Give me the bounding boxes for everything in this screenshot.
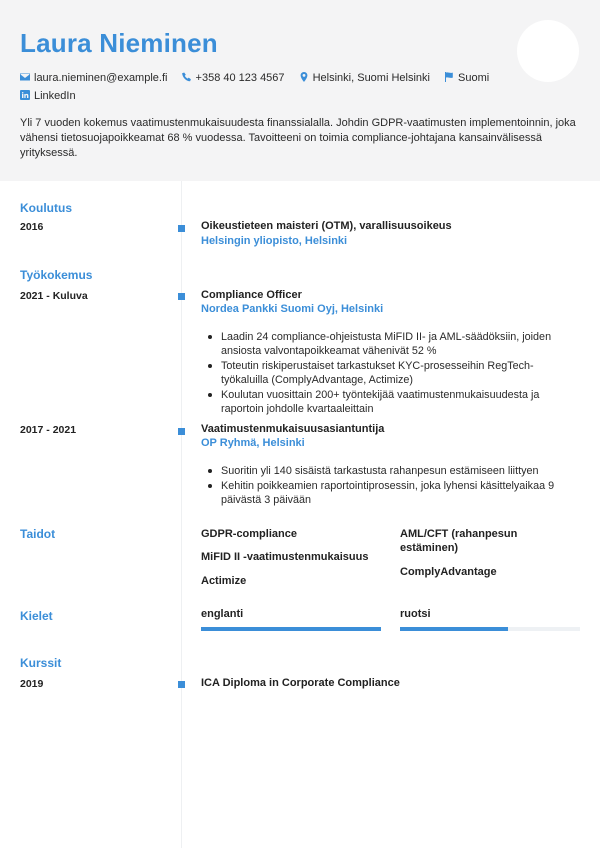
job-employer: Nordea Pankki Suomi Oyj, Helsinki [201, 303, 384, 315]
section-title-skills: Taidot [20, 527, 56, 541]
contact-nationality [444, 69, 489, 87]
course-date: 2019 [20, 678, 44, 690]
contact-info [20, 69, 520, 105]
list-item: Toteutin riskiperustaiset tarkastukset KYC-prosesseihin RegTech-työkaluilla (ComplyAdvantage, Actimize) [201, 359, 581, 387]
job-title: Vaatimustenmukaisuusasiantuntija [201, 423, 385, 435]
section-title-languages: Kielet [20, 609, 53, 623]
timeline-marker [178, 225, 185, 232]
map-pin-icon [299, 72, 309, 82]
timeline-marker [178, 681, 185, 688]
phone-icon [182, 72, 192, 82]
linkedin-icon [20, 90, 30, 100]
job-title: Compliance Officer [201, 289, 302, 301]
education-school: Helsingin yliopisto, Helsinki [201, 235, 348, 247]
language-level-fill [201, 627, 381, 631]
skill-item: AML/CFT (rahanpesun estäminen) [400, 528, 518, 554]
section-title-courses: Kurssit [20, 656, 62, 670]
job-employer: OP Ryhmä, Helsinki [201, 437, 305, 449]
course-title: ICA Diploma in Corporate Compliance [201, 677, 400, 689]
phone-text: +358 40 123 4567 [195, 72, 285, 84]
skill-item: Actimize [201, 575, 247, 587]
contact-phone[interactable] [182, 69, 285, 87]
envelope-icon [20, 72, 30, 82]
candidate-name: Laura Nieminen [20, 28, 218, 58]
list-item: Kehitin poikkeamien raportointiprosessin, joka lyhensi käsittelyaikaa 9 päivästä 3 päivään [201, 479, 581, 507]
timeline-marker [178, 428, 185, 435]
job-date: 2017 - 2021 [20, 424, 77, 436]
header-section [0, 0, 600, 181]
section-title-experience: Työkokemus [20, 268, 93, 282]
timeline-marker [178, 293, 185, 300]
language-name: ruotsi [400, 608, 431, 620]
contact-location [299, 69, 430, 87]
profile-photo [517, 20, 579, 82]
list-item: Laadin 24 compliance-ohjeistusta MiFID II- ja AML-säädöksiin, joiden ansiosta valvontapoikkeamat vähenivät 52 % [201, 330, 581, 358]
job-achievements [201, 464, 581, 508]
language-name: englanti [201, 608, 244, 620]
skill-item: MiFID II -vaatimustenmukaisuus [201, 551, 369, 563]
nationality-text: Suomi [458, 72, 490, 84]
list-item: Koulutan vuosittain 200+ työntekijää vaatimustenmukaisuudesta ja raportoin johdolle kvartaaleittain [201, 388, 581, 416]
linkedin-text: LinkedIn [34, 90, 76, 102]
flag-icon [444, 72, 454, 82]
profile-summary: Yli 7 vuoden kokemus vaatimustenmukaisuudesta finanssialalla. Johdin GDPR-vaatimusten implementoinnin, joka vähensi tietosuojapoikkeamat 68 % vuodessa. Tavoitteeni on toimia compliance-johtajana kansainvälisessä yrityksessä. [20, 117, 576, 159]
location-text: Helsinki, Suomi Helsinki [312, 72, 430, 84]
contact-email[interactable] [20, 69, 167, 87]
email-text: laura.nieminen@example.fi [34, 72, 168, 84]
list-item: Suoritin yli 140 sisäistä tarkastusta rahanpesun estämiseen liittyen [201, 464, 581, 478]
education-date: 2016 [20, 221, 44, 233]
job-date: 2021 - Kuluva [20, 290, 88, 302]
skill-item: GDPR-compliance [201, 528, 297, 540]
column-divider [181, 181, 182, 848]
education-degree: Oikeustieteen maisteri (OTM), varallisuusoikeus [201, 220, 452, 232]
job-achievements [201, 330, 581, 417]
contact-linkedin[interactable] [20, 87, 76, 105]
language-level-fill [400, 627, 508, 631]
language-level-bar [201, 627, 381, 631]
section-title-education: Koulutus [20, 201, 72, 215]
skill-item: ComplyAdvantage [400, 566, 497, 578]
language-level-bar [400, 627, 580, 631]
